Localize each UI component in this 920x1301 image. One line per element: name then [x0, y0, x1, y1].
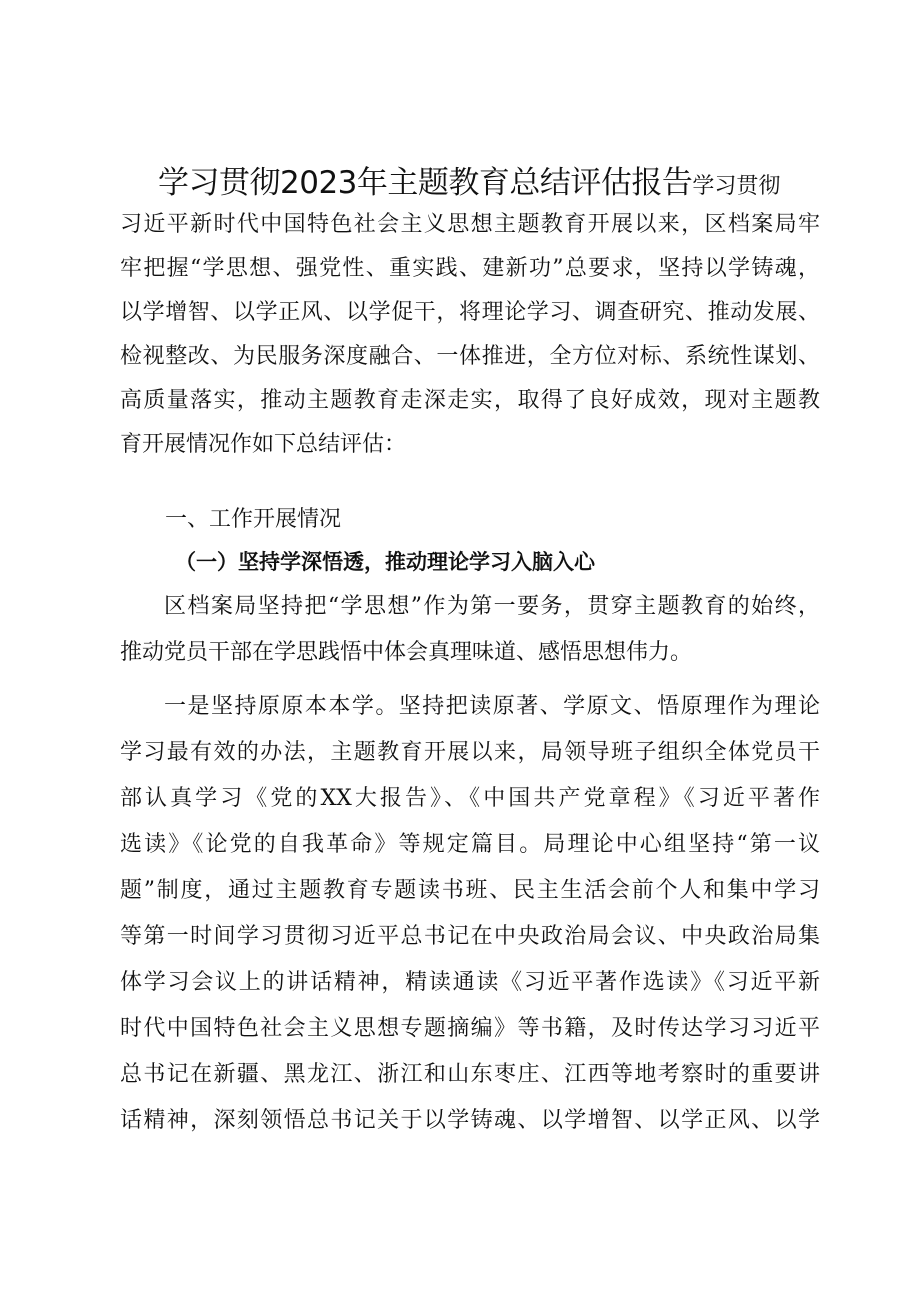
subsection-heading: （一）坚持学深悟透，推动理论学习入脑入心 — [175, 550, 595, 574]
intro-line: 育开展情况作如下总结评估： — [120, 432, 407, 457]
paragraph-line: 一是坚持原原本本学。坚持把读原著、学原文、悟原理作为理论 — [164, 694, 820, 719]
paragraph-line: 等第一时间学习贯彻习近平总书记在中央政治局会议、中央政治局集 — [120, 924, 820, 949]
intro-line: 以学增智、以学正风、以学促干，将理论学习、调查研究、推动发展、 — [120, 300, 820, 325]
paragraph-line: 题”制度，通过主题教育专题读书班、民主生活会前个人和集中学习 — [120, 878, 820, 903]
paragraph-line: 时代中国特色社会主义思想专题摘编》等书籍，及时传达学习习近平 — [120, 1016, 820, 1041]
title-line — [120, 158, 820, 208]
paragraph-line: 部认真学习《党的XX大报告》、《中国共产党章程》《习近平著作 — [120, 786, 820, 811]
paragraph-line: 选读》《论党的自我革命》等规定篇目。局理论中心组坚持“第一议 — [120, 832, 820, 857]
document-title: 学习贯彻2023年主题教育总结评估报告 — [158, 165, 693, 201]
paragraph-line: 学习最有效的办法，主题教育开展以来，局领导班子组织全体党员干 — [120, 740, 820, 765]
title-trailing-text: 学习贯彻 — [692, 174, 781, 199]
paragraph-line: 推动党员干部在学思践悟中体会真理味道、感悟思想伟力。 — [120, 640, 693, 665]
paragraph-line: 体学习会议上的讲话精神，精读通读《习近平著作选读》《习近平新 — [120, 970, 820, 995]
intro-line: 高质量落实，推动主题教育走深走实，取得了良好成效，现对主题教 — [120, 388, 820, 413]
intro-line: 习近平新时代中国特色社会主义思想主题教育开展以来，区档案局牢 — [120, 212, 820, 237]
intro-line: 牢把握“学思想、强党性、重实践、建新功”总要求，坚持以学铸魂， — [120, 256, 820, 281]
paragraph-line: 总书记在新疆、黑龙江、浙江和山东枣庄、江西等地考察时的重要讲 — [120, 1062, 820, 1087]
intro-line: 检视整改、为民服务深度融合、一体推进，全方位对标、系统性谋划、 — [120, 344, 820, 369]
paragraph-line: 话精神，深刻领悟总书记关于以学铸魂、以学增智、以学正风、以学 — [120, 1108, 820, 1133]
paragraph-line: 区档案局坚持把“学思想”作为第一要务，贯穿主题教育的始终， — [164, 594, 820, 619]
section-heading: 一、工作开展情况 — [165, 507, 342, 532]
